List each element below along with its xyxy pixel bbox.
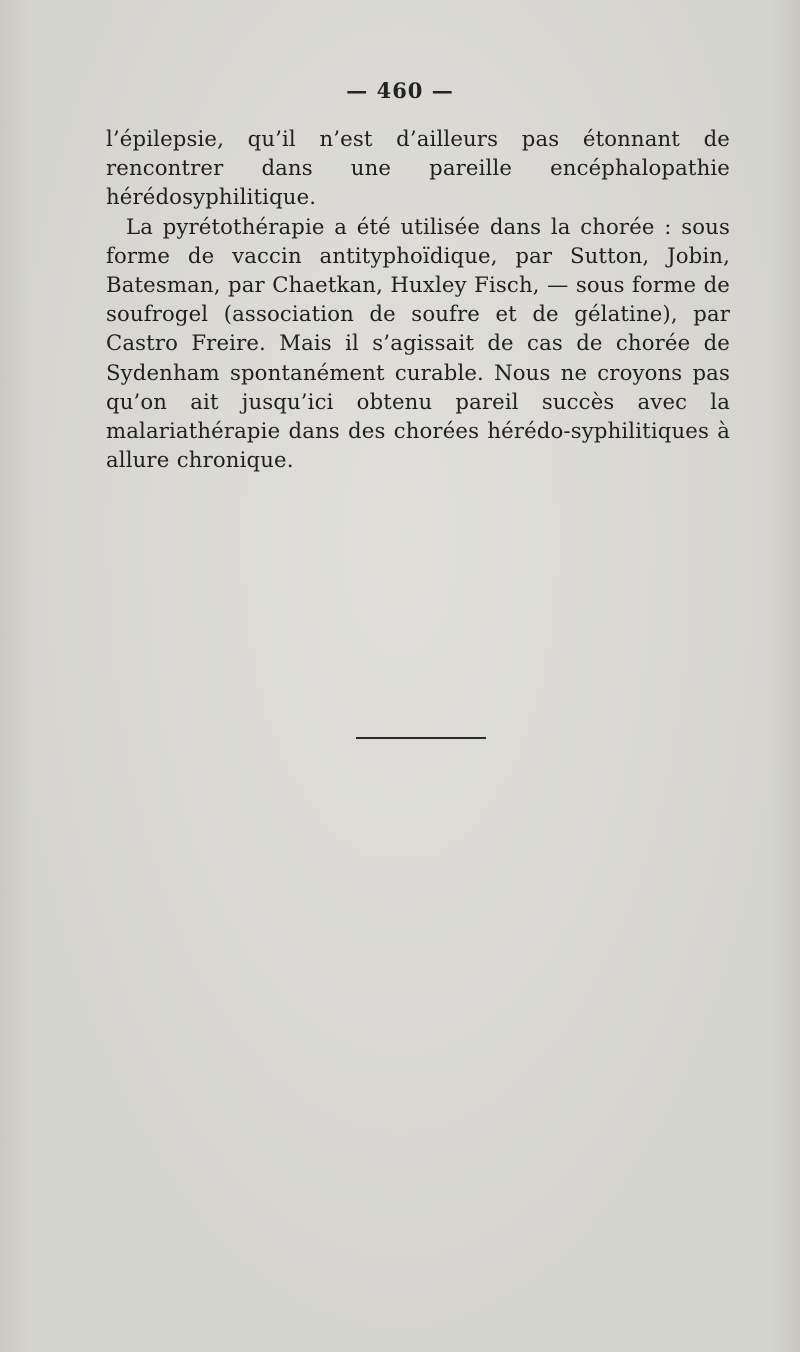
paragraph-pyretotherapy: La pyrétothérapie a été utilisée dans la chorée : sous forme de vaccin antityphoïdique, par Sutton, Jobin, Batesman, par Chaetkan, Huxley Fisch, — sous forme de soufrogel (association de soufre et de gélatine), par Castro Freire. Mais il s’agissait de cas de chorée de Sydenham spontanément curable. Nous ne croyons pas qu’on ait jusqu’ici obtenu pareil succès avec la malariathérapie dans des chorées hérédo-syphilitiques à allure chronique. — [106, 213, 730, 473]
page-number: — 460 — — [346, 78, 454, 103]
paragraph-continuation: l’épilepsie, qu’il n’est d’ailleurs pas étonnant de rencontrer dans une pareille encéphalopathie hérédosyphilitique. — [106, 126, 730, 210]
section-end-rule — [356, 737, 486, 739]
body-text — [106, 124, 730, 474]
